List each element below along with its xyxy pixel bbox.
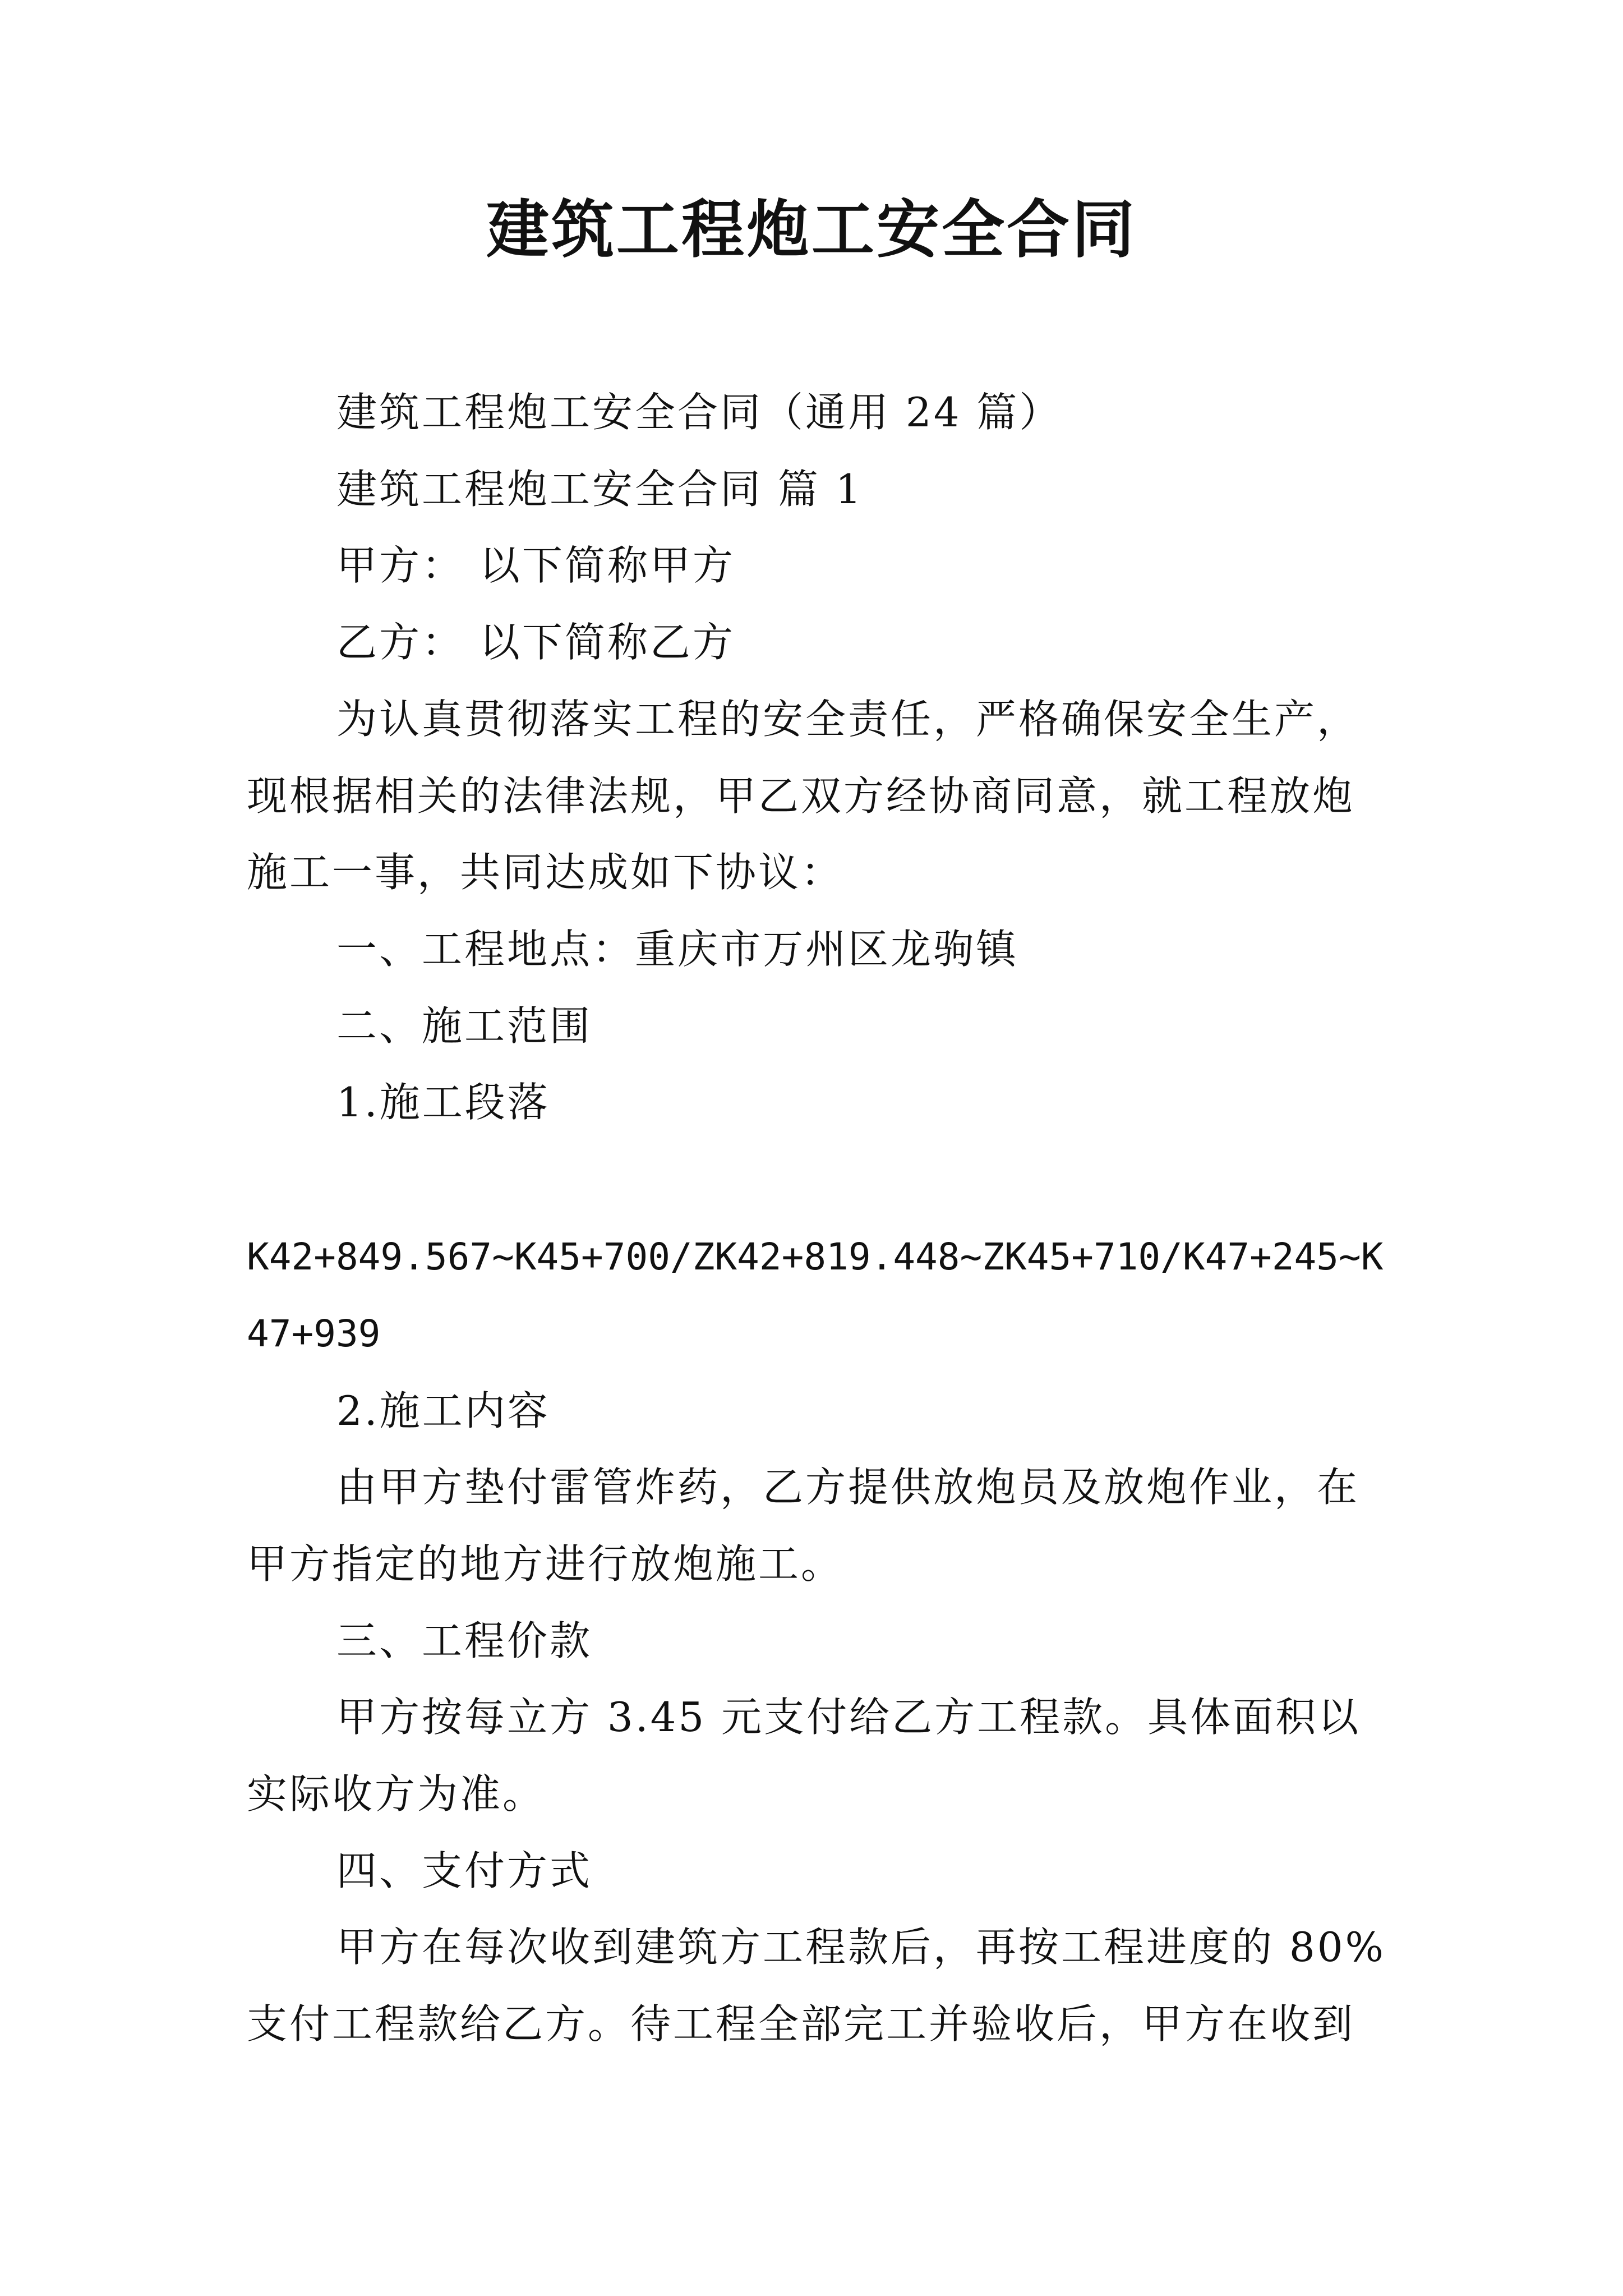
subtitle-line: 建筑工程炮工安全合同（通用 24 篇） bbox=[336, 389, 1062, 436]
party-b-line: 乙方： 以下简称乙方 bbox=[336, 619, 735, 666]
paragraph-line: 为认真贯彻落实工程的安全责任，严格确保安全生产， bbox=[336, 696, 1360, 743]
paragraph-line: 由甲方垫付雷管炸药，乙方提供放炮员及放炮作业，在 bbox=[336, 1464, 1360, 1511]
party-a-line: 甲方： 以下简称甲方 bbox=[336, 542, 735, 589]
clause-heading: 二、施工范围 bbox=[336, 1002, 593, 1050]
section-heading: 建筑工程炮工安全合同 篇 1 bbox=[336, 466, 864, 513]
paragraph-line: 现根据相关的法律法规，甲乙双方经协商同意，就工程放炮 bbox=[247, 772, 1355, 820]
segment-range-line: 47+939 bbox=[247, 1312, 381, 1355]
clause-heading: 一、工程地点：重庆市万州区龙驹镇 bbox=[336, 926, 1019, 973]
segment-range-line: K42+849.567~K45+700/ZK42+819.448~ZK45+710/K47+245~K bbox=[247, 1235, 1384, 1278]
subclause-heading: 1.施工段落 bbox=[336, 1079, 550, 1126]
paragraph-line: 施工一事，共同达成如下协议： bbox=[247, 849, 844, 896]
subclause-heading: 2.施工内容 bbox=[336, 1387, 550, 1434]
clause-heading: 三、工程价款 bbox=[336, 1617, 593, 1664]
clause-heading: 四、支付方式 bbox=[336, 1847, 593, 1894]
paragraph-line: 支付工程款给乙方。待工程全部完工并验收后，甲方在收到 bbox=[247, 2000, 1355, 2047]
paragraph-line: 甲方按每立方 3.45 元支付给乙方工程款。具体面积以 bbox=[336, 1694, 1361, 1741]
paragraph-line: 甲方指定的地方进行放炮施工。 bbox=[247, 1540, 844, 1588]
paragraph-line: 甲方在每次收到建筑方工程款后，再按工程进度的 80% bbox=[336, 1924, 1386, 1971]
document-title: 建筑工程炮工安全合同 bbox=[486, 193, 1137, 266]
paragraph-line: 实际收方为准。 bbox=[247, 1770, 546, 1818]
